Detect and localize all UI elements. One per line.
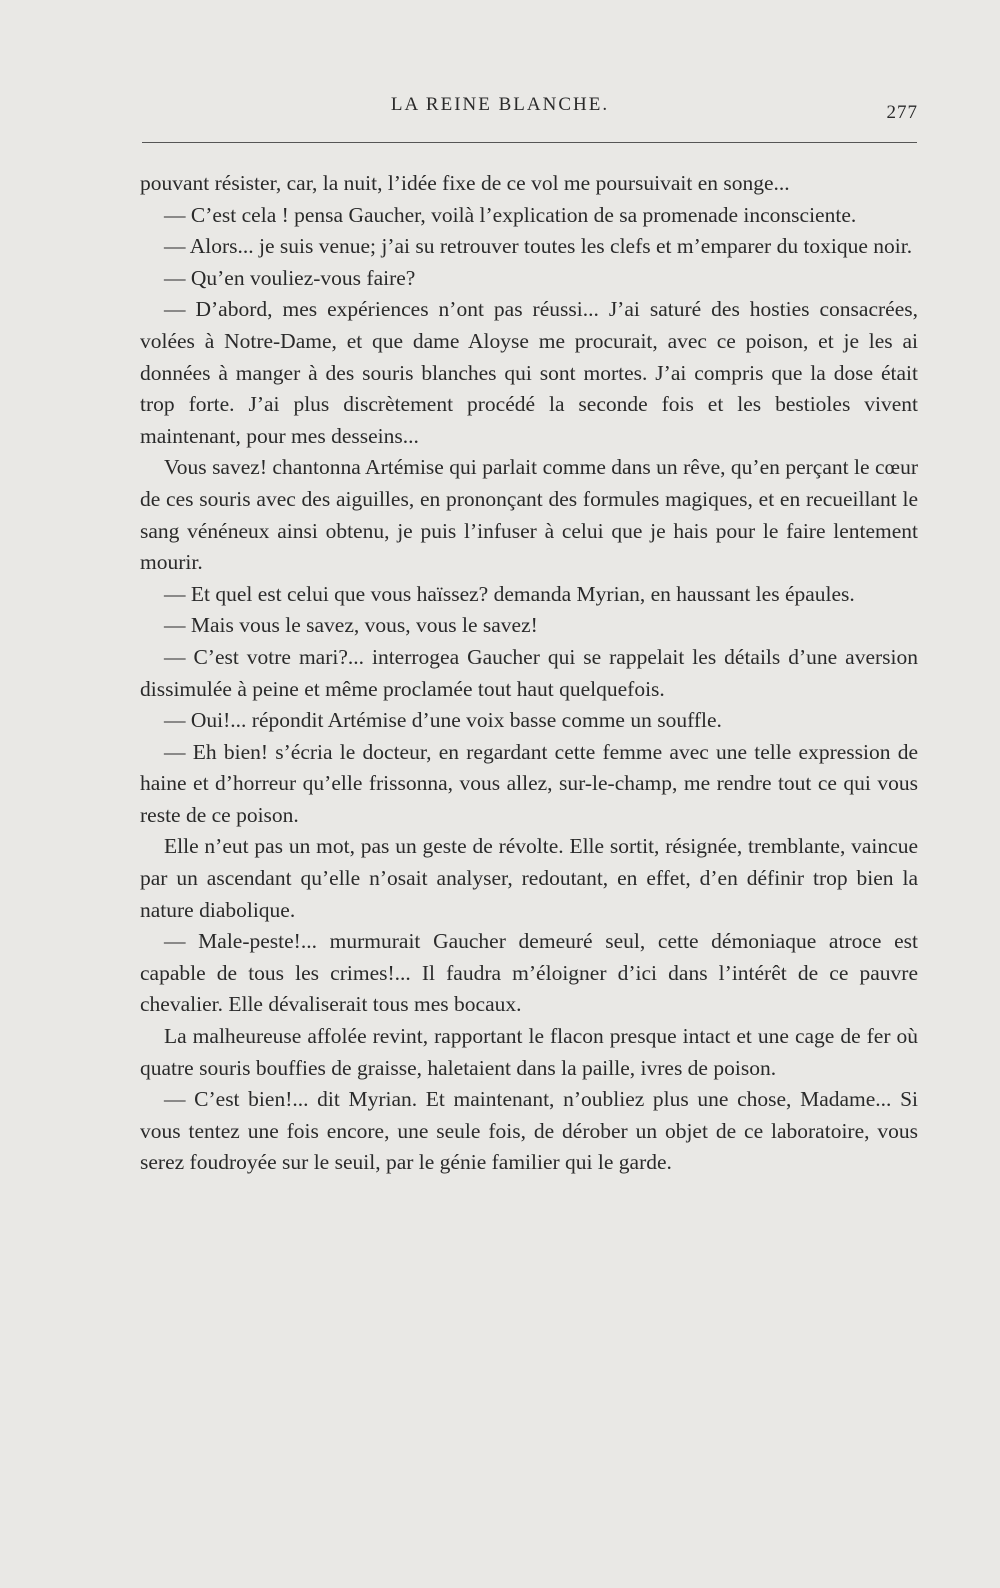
paragraph: — C’est bien!... dit Myrian. Et maintenant, n’oubliez plus une chose, Madame... Si vous tentez une fois encore, une seule fois, de dérober un objet de ce laboratoire, vous serez foudroyée sur le seuil, par le génie familier qui le garde.	[140, 1087, 918, 1175]
paragraph: — Eh bien! s’écria le docteur, en regardant cette femme avec une telle expression de haine et d’horreur qu’elle frissonna, vous allez, sur-le-champ, me rendre tout ce qui vous reste de ce poison.	[140, 739, 918, 827]
page-number: 277	[886, 102, 918, 123]
paragraph: La malheureuse affolée revint, rapportant le flacon presque intact et une cage de fer où quatre souris bouffies de graisse, haletaient dans la paille, ivres de poison.	[140, 1024, 918, 1080]
paragraph: — D’abord, mes expériences n’ont pas réussi... J’ai saturé des hosties consacrées, volées à Notre-Dame, et que dame Aloyse me procurait, avec ce poison, et je les ai données à manger à des souris blanches qui sont mortes. J’ai compris que la dose était trop forte. J’ai plus discrètement procédé la seconde fois et les bestioles vivent maintenant, pour mes desseins...	[140, 297, 918, 448]
paragraph: — Male-peste!... murmurait Gaucher demeuré seul, cette démoniaque atroce est capable de tous les crimes!... Il faudra m’éloigner d’ici dans l’intérêt de ce pauvre chevalier. Elle dévaliserait tous mes bocaux.	[140, 929, 918, 1017]
paragraph: — Alors... je suis venue; j’ai su retrouver toutes les clefs et m’emparer du toxique noir.	[164, 234, 913, 259]
paragraph: — Et quel est celui que vous haïssez? demanda Myrian, en haussant les épaules.	[164, 581, 855, 606]
running-title: LA REINE BLANCHE.	[390, 94, 610, 115]
paragraph: Elle n’eut pas un mot, pas un geste de révolte. Elle sortit, résignée, tremblante, vaincue par un ascendant qu’elle n’osait analyser, redoutant, en effet, d’en définir trop bien la nature diabolique.	[140, 834, 918, 922]
paragraph: pouvant résister, car, la nuit, l’idée fixe de ce vol me poursuivait en songe...	[140, 171, 790, 195]
paragraph: — Qu’en vouliez-vous faire?	[164, 265, 416, 290]
paragraph: — Oui!... répondit Artémise d’une voix basse comme un souffle.	[164, 708, 722, 733]
paragraph: — C’est cela ! pensa Gaucher, voilà l’explication de sa promenade inconsciente.	[164, 202, 857, 227]
paragraph: — Mais vous le savez, vous, vous le savez!	[164, 613, 538, 638]
paragraph: Vous savez! chantonna Artémise qui parlait comme dans un rêve, qu’en perçant le cœur de ces souris avec des aiguilles, en prononçant des formules magiques, et en recueillant le sang vénéneux ainsi obtenu, je puis l’infuser à celui que je hais pour le faire lentement mourir.	[140, 455, 918, 575]
body-text	[140, 168, 918, 1179]
paragraph: — C’est votre mari?... interrogea Gaucher qui se rappelait les détails d’une aversion dissimulée à peine et même proclamée tout haut quelquefois.	[140, 644, 918, 701]
header-rule	[142, 142, 917, 143]
